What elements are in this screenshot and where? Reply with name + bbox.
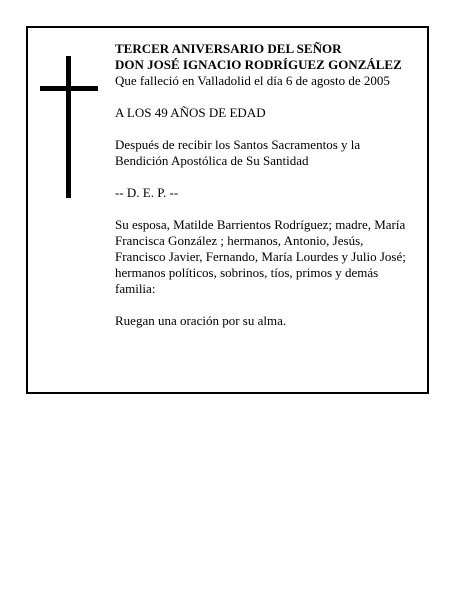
heading-line-1: TERCER ANIVERSARIO DEL SEÑOR — [115, 41, 342, 56]
family-line: Francisca González ; hermanos, Antonio, Jesús, — [115, 233, 364, 248]
family-line: Francisco Javier, Fernando, María Lourdes y Julio José; — [115, 249, 406, 264]
cross-vertical-bar — [66, 56, 71, 198]
cross-icon — [40, 56, 98, 198]
cross-horizontal-bar — [40, 86, 98, 91]
family-line: familia: — [115, 281, 156, 296]
family-line: hermanos políticos, sobrinos, tíos, primos y demás — [115, 265, 379, 280]
notice-text — [115, 41, 425, 329]
age-line: A LOS 49 AÑOS DE EDAD — [115, 105, 266, 120]
rip-line: -- D. E. P. -- — [115, 185, 179, 200]
notice-heading — [115, 41, 425, 73]
sacraments-paragraph — [115, 137, 425, 169]
death-date-line: Que falleció en Valladolid el día 6 de agosto de 2005 — [115, 73, 390, 88]
sacraments-line: Después de recibir los Santos Sacramentos y la — [115, 137, 361, 152]
family-line: Su esposa, Matilde Barrientos Rodríguez; madre, María — [115, 217, 406, 232]
obituary-notice — [26, 26, 429, 394]
family-paragraph — [115, 217, 425, 297]
sacraments-line: Bendición Apostólica de Su Santidad — [115, 153, 309, 168]
prayer-line: Ruegan una oración por su alma. — [115, 313, 287, 328]
heading-line-2: DON JOSÉ IGNACIO RODRÍGUEZ GONZÁLEZ — [115, 57, 402, 72]
